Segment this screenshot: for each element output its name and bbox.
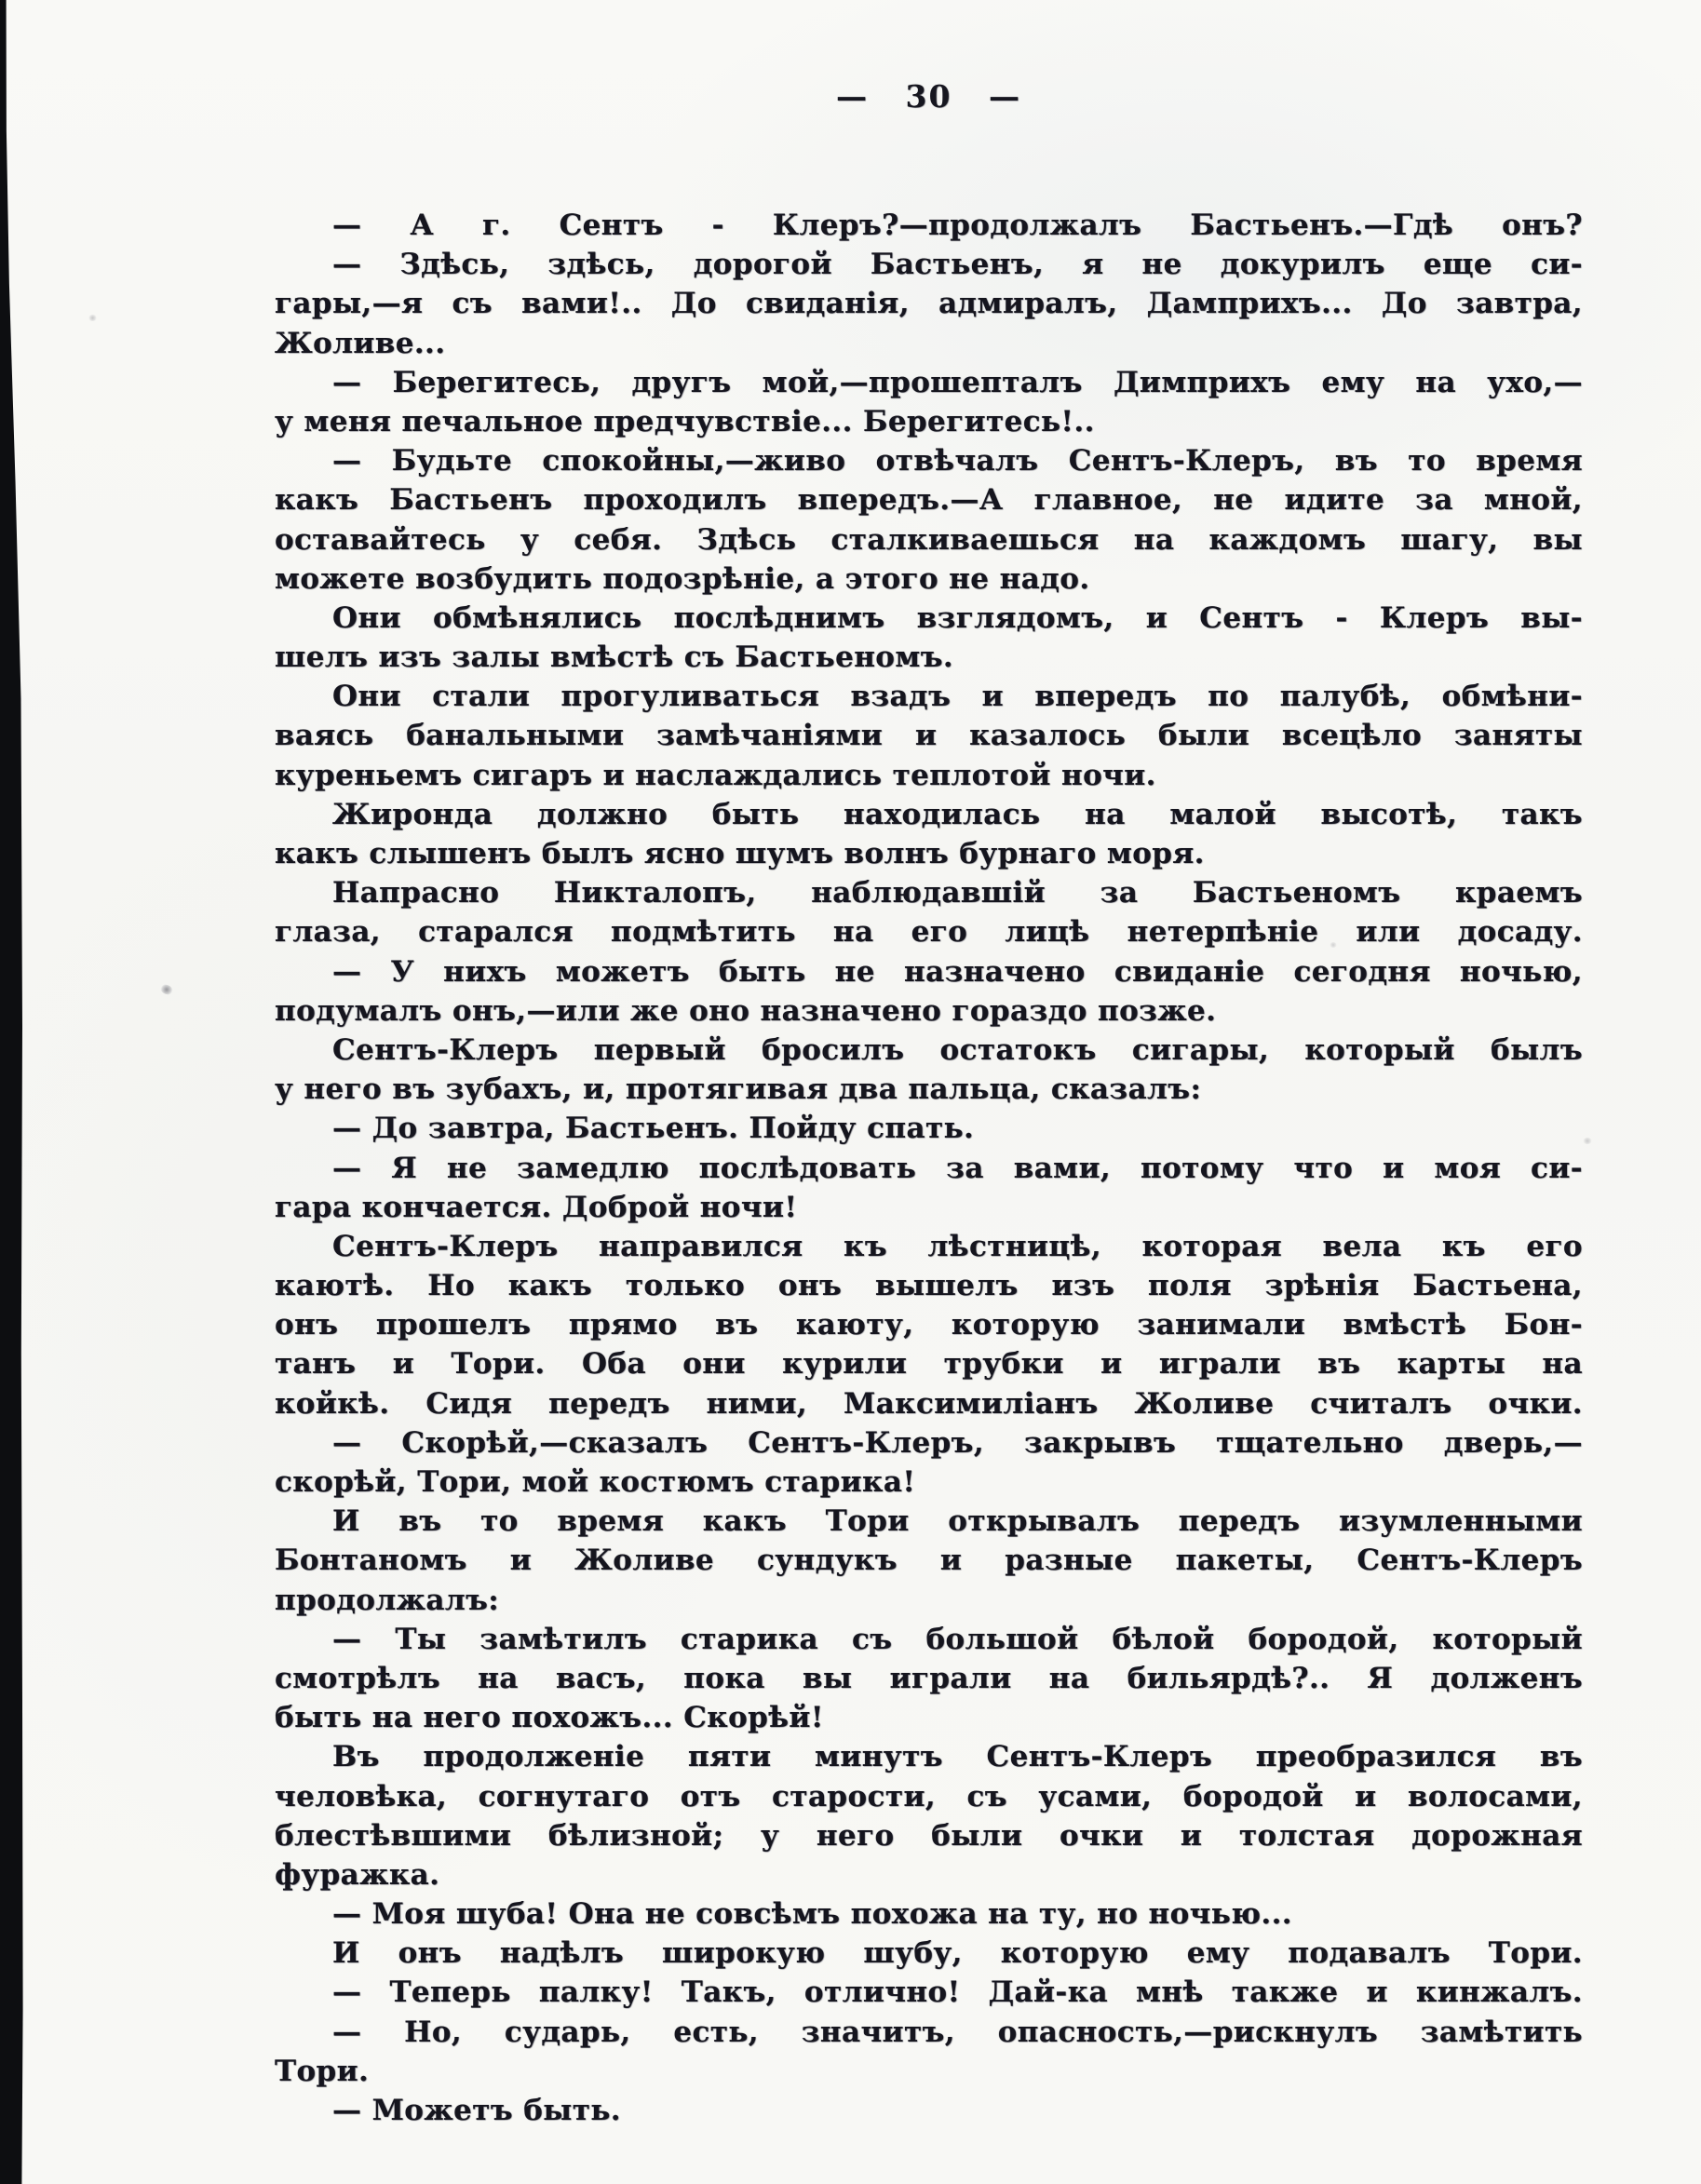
text-line: какъ Бастьенъ проходилъ впередъ.—А главное, не идите за мной, <box>275 483 1583 518</box>
text-line: Тори. <box>275 2054 370 2088</box>
text-line: Напрасно Никталопъ, наблюдавшій за Бастьеномъ краемъ <box>332 876 1583 910</box>
text-line: Жиронда должно быть находилась на малой высотѣ, такъ <box>332 797 1583 831</box>
text-line: гары,—я съ вами!.. До свиданія, адмиралъ, Дамприхъ... До завтра, <box>275 287 1583 321</box>
text-line: куреньемъ сигаръ и наслаждались теплотой ночи. <box>275 758 1156 792</box>
text-line: гара кончается. Доброй ночи! <box>275 1190 798 1224</box>
scan-smudge <box>88 315 97 321</box>
text-line: блестѣвшими бѣлизной; у него были очки и толстая дорожная <box>275 1818 1583 1853</box>
text-line: у меня печальное предчувствіе... Берегитесь!.. <box>275 404 1095 438</box>
text-line: онъ прошелъ прямо въ каюту, которую занимали вмѣстѣ Бон- <box>275 1308 1583 1342</box>
text-line: глаза, старался подмѣтить на его лицѣ нетерпѣніе или досаду. <box>275 915 1583 950</box>
text-line: Въ продолженіе пяти минутъ Сентъ-Клеръ преобразился въ <box>332 1740 1583 1774</box>
text-line: — Теперь палку! Такъ, отлично! Дай-ка мнѣ также и кинжалъ. <box>332 1975 1583 2010</box>
text-line: — Будьте спокойны,—живо отвѣчалъ Сентъ-Клеръ, въ то время <box>332 444 1583 479</box>
text-line: — Скорѣй,—сказалъ Сентъ-Клеръ, закрывъ тщательно дверь,— <box>332 1425 1583 1460</box>
text-line: шелъ изъ залы вмѣстѣ съ Бастьеномъ. <box>275 640 954 675</box>
text-line: каютѣ. Но какъ только онъ вышелъ изъ поля зрѣнія Бастьена, <box>275 1269 1583 1303</box>
text-line: оставайтесь у себя. Здѣсь сталкиваешься на каждомъ шагу, вы <box>275 522 1583 557</box>
text-line: Они стали прогуливаться взадъ и впередъ по палубѣ, обмѣни- <box>332 680 1583 714</box>
text-line: танъ и Тори. Оба они курили трубки и играли въ карты на <box>275 1347 1583 1382</box>
text-line: — Можетъ быть. <box>332 2094 621 2127</box>
text-line: какъ слышенъ былъ ясно шумъ волнъ бурнаго моря. <box>275 837 1205 870</box>
scan-edge-shadow <box>0 0 28 2184</box>
text-line: Бонтаномъ и Жоливе сундукъ и разные пакеты, Сентъ-Клеръ <box>275 1544 1583 1578</box>
text-line: у него въ зубахъ, и, протягивая два пальца, сказалъ: <box>275 1072 1202 1107</box>
text-line: смотрѣлъ на васъ, пока вы играли на бильярдѣ?.. Я долженъ <box>275 1661 1583 1695</box>
text-line: — Здѣсь, здѣсь, дорогой Бастьенъ, я не докурилъ еще си- <box>332 248 1583 282</box>
text-line: человѣка, согнутаго отъ старости, съ усами, бородой и волосами, <box>275 1779 1583 1813</box>
text-line: Жоливе... <box>275 326 446 360</box>
text-line: — У нихъ можетъ быть не назначено свиданіе сегодня ночью, <box>332 954 1583 989</box>
text-line: подумалъ онъ,—или же оно назначено гораздо позже. <box>275 993 1217 1028</box>
text-line: — Берегитесь, другъ мой,—прошепталъ Димприхъ ему на ухо,— <box>332 365 1583 399</box>
text-line: — Но, сударь, есть, значитъ, опасность,—рискнулъ замѣтить <box>332 2015 1583 2049</box>
text-line: продолжалъ: <box>275 1583 500 1617</box>
text-block <box>275 206 1583 2130</box>
text-line: — Я не замедлю послѣдовать за вами, потому что и моя си- <box>332 1151 1583 1185</box>
text-line: — До завтра, Бастьенъ. Пойду спать. <box>332 1112 975 1146</box>
text-line: Сентъ-Клеръ направился къ лѣстницѣ, которая вела къ его <box>332 1229 1583 1263</box>
text-line: фуражка. <box>275 1857 440 1892</box>
scan-smudge <box>159 983 175 997</box>
text-line: — А г. Сентъ - Клеръ?—продолжалъ Бастьенъ.—Гдѣ онъ? <box>332 209 1583 242</box>
text-line: Они обмѣнялись послѣднимъ взглядомъ, и Сентъ - Клеръ вы- <box>332 600 1583 635</box>
text-line: Сентъ-Клеръ первый бросилъ остатокъ сигары, который былъ <box>332 1032 1583 1067</box>
text-line: — Ты замѣтилъ старика съ большой бѣлой бородой, который <box>332 1622 1583 1656</box>
text-line: И въ то время какъ Тори открывалъ передъ изумленными <box>332 1504 1583 1539</box>
text-line: скорѣй, Тори, мой костюмъ старика! <box>275 1465 916 1499</box>
page-number: — 30 — <box>836 78 1021 115</box>
text-line: ваясь банальными замѣчаніями и казалось были всецѣло заняты <box>275 719 1583 753</box>
text-line: койкѣ. Сидя передъ ними, Максимиліанъ Жоливе считалъ очки. <box>275 1386 1583 1421</box>
text-line: — Моя шуба! Она не совсѣмъ похожа на ту, но ночью... <box>332 1897 1292 1932</box>
scan-smudge <box>1583 1138 1592 1144</box>
text-line: И онъ надѣлъ широкую шубу, которую ему подавалъ Тори. <box>332 1936 1583 1971</box>
text-line: быть на него похожъ... Скорѣй! <box>275 1701 824 1735</box>
text-line: можете возбудить подозрѣніе, а этого не надо. <box>275 561 1090 596</box>
